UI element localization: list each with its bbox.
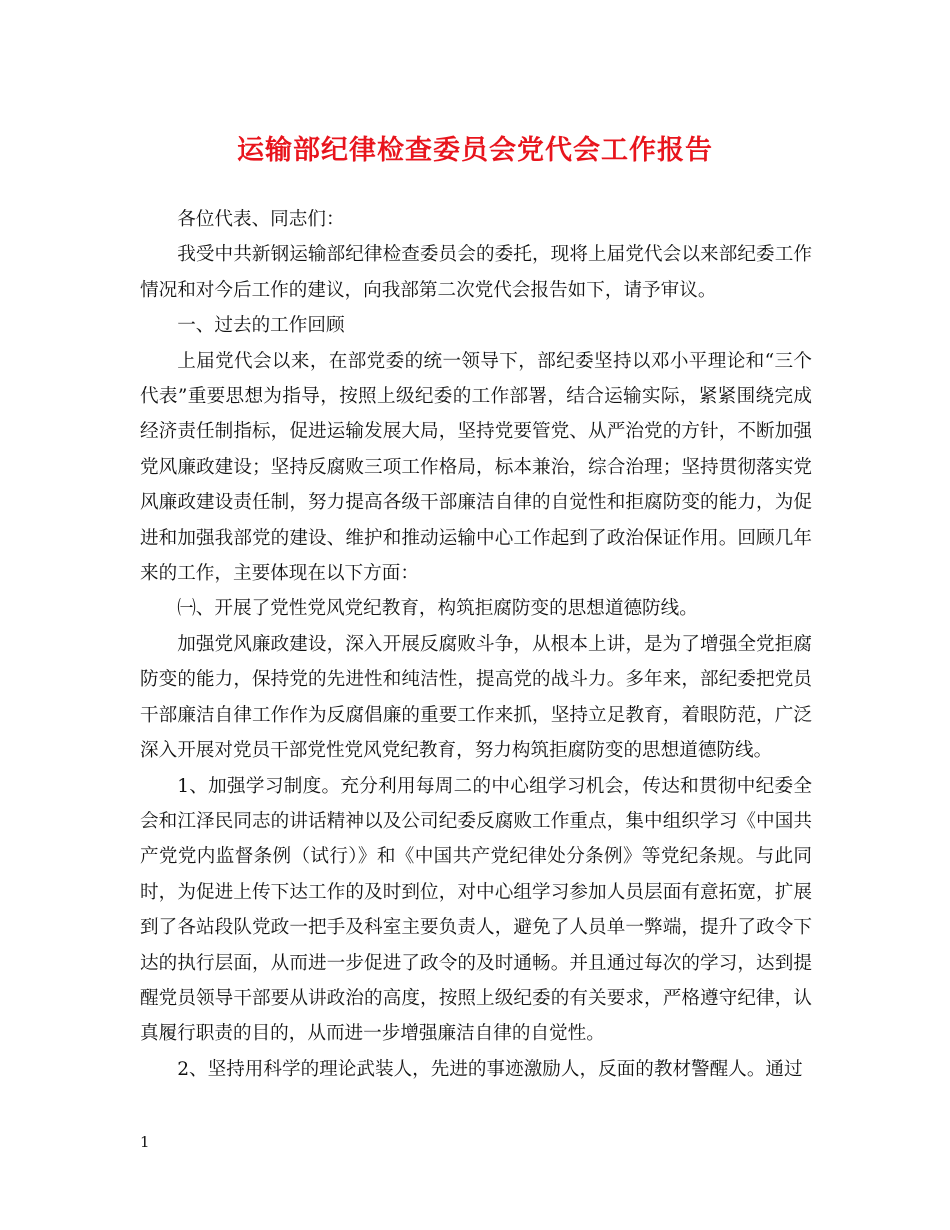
body-paragraph: 加强党风廉政建设，深入开展反腐败斗争，从根本上讲，是为了增强全党拒腐防变的能力，保持党的先进性和纯洁性，提高党的战斗力。多年来，部纪委把党员干部廉洁自律工作作为反腐倡廉的重要工作来抓，坚持立足教育，着眼防范，广泛深入开展对党员干部党性党风党纪教育，努力构筑拒腐防变的思想道德防线。: [140, 633, 812, 762]
salutation-paragraph: 各位代表、同志们：: [177, 209, 345, 230]
body-paragraph: 上届党代会以来，在部党委的统一领导下，部纪委坚持以邓小平理论和“三个代表”重要思想为指导，按照上级纪委的工作部署，结合运输实际，紧紧围绕完成经济责任制指标，促进运输发展大局，坚持党要管党、从严治党的方针，不断加强党风廉政建设；坚持反腐败三项工作格局，标本兼治，综合治理；坚持贯彻落实党风廉政建设责任制，努力提高各级干部廉洁自律的自觉性和拒腐防变的能力，为促进和加强我部党的建设、维护和推动运输中心工作起到了政治保证作用。回顾几年来的工作，主要体现在以下方面：: [140, 350, 812, 585]
page-number: 1: [140, 1133, 150, 1151]
body-paragraph: 2、坚持用科学的理论武装人，先进的事迹激励人，反面的教材警醒人。通过: [177, 1058, 803, 1080]
subsection-heading: ㈠、开展了党性党风党纪教育，构筑拒腐防变的思想道德防线。: [177, 598, 698, 620]
body-paragraph: 1、加强学习制度。充分利用每周二的中心组学习机会，传达和贯彻中纪委全会和江泽民同志的讲话精神以及公司纪委反腐败工作重点，集中组织学习《中国共产党党内监督条例（试行）》和《中国共产党纪律处分条例》等党纪条规。与此同时，为促进上传下达工作的及时到位，对中心组学习参加人员层面有意拓宽，扩展到了各站段队党政一把手及科室主要负责人，避免了人员单一弊端，提升了政令下达的执行层面，从而进一步促进了政令的及时通畅。并且通过每次的学习，达到提醒党员领导干部要从讲政治的高度，按照上级纪委的有关要求，严格遵守纪律，认真履行职责的目的，从而进一步增强廉洁自律的自觉性。: [140, 775, 812, 1045]
intro-paragraph: 我受中共新钢运输部纪律检查委员会的委托，现将上届党代会以来部纪委工作情况和对今后工作的建议，向我部第二次党代会报告如下，请予审议。: [140, 244, 812, 301]
document-title: 运输部纪律检查委员会党代会工作报告: [237, 135, 713, 166]
section-heading: 一、过去的工作回顾: [177, 315, 345, 337]
document-body: [140, 202, 812, 1087]
